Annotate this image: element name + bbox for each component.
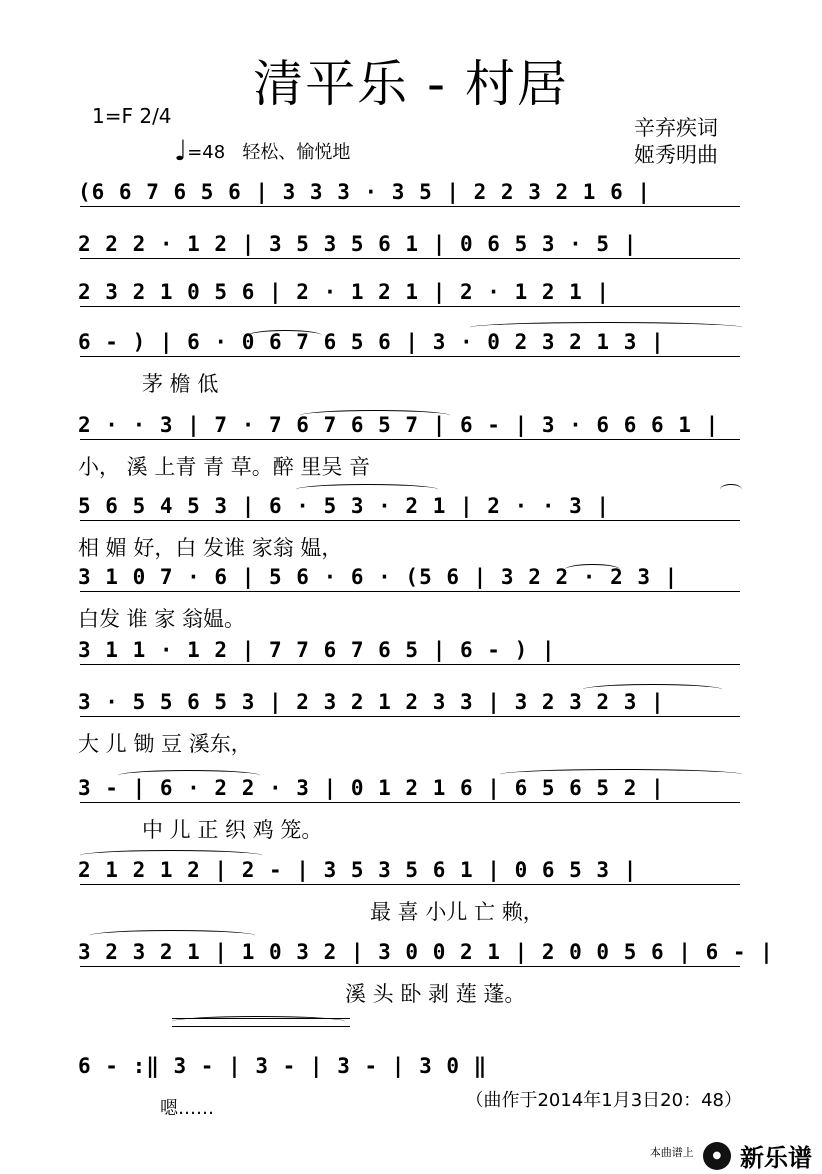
slur-mark — [470, 322, 742, 333]
composer-credit: 姬秀明曲 — [634, 143, 718, 167]
notation-row: 2 1 2 1 2 | 2 - | 3 5 3 5 6 1 | 0 6 5 3 | — [78, 858, 638, 882]
lyric-row: 大 儿 锄 豆 溪东， — [78, 732, 252, 756]
notation-row: 3 · 5 5 6 5 3 | 2 3 2 1 2 3 3 | 3 2 3 2 3 | — [78, 690, 665, 714]
beam-line — [80, 306, 740, 307]
beam-line — [80, 356, 740, 357]
tempo-value: =48 — [187, 142, 226, 163]
slur-mark — [565, 564, 620, 575]
tempo-marking — [174, 134, 351, 167]
lyric-row: 茅 檐 低 — [142, 372, 219, 396]
slur-mark — [296, 484, 438, 495]
final-lyric: 嗯…… — [160, 1098, 214, 1119]
slur-mark — [720, 484, 742, 495]
beam-line — [80, 439, 740, 440]
lyric-row: 中 儿 正 织 鸡 笼。 — [142, 818, 323, 842]
slur-mark — [300, 410, 450, 421]
notation-row: 5 6 5 4 5 3 | 6 · 5 3 · 2 1 | 2 · · 3 | — [78, 494, 611, 518]
notation-row: 2 2 2 · 1 2 | 3 5 3 5 6 1 | 0 6 5 3 · 5 | — [78, 232, 638, 256]
composition-date-note: （曲作于2014年1月3日20：48） — [465, 1090, 742, 1111]
quarter-note-icon: ♩ — [174, 134, 188, 167]
tempo-expression: 轻松、愉悦地 — [242, 142, 351, 163]
lyric-row: 最 喜 小儿 亡 赖， — [370, 900, 544, 924]
notation-row: 3 - | 6 · 2 2 · 3 | 0 1 2 1 6 | 6 5 6 5 2 | — [78, 776, 665, 800]
lyric-row: 小， 溪 上青 青 草。醉 里吴 音 — [78, 455, 371, 479]
notation-row: 6 - :‖ 3 - | 3 - | 3 - | 3 0 ‖ — [78, 1054, 488, 1078]
beam-line — [80, 884, 740, 885]
record-logo-icon: ● — [703, 1142, 731, 1170]
slur-mark — [90, 930, 255, 941]
beam-line — [80, 258, 740, 259]
decorative-line — [172, 1018, 350, 1019]
beam-line — [80, 664, 740, 665]
watermark — [650, 1138, 812, 1173]
beam-line — [80, 206, 740, 207]
lyricist-credit: 辛弃疾词 — [634, 116, 718, 140]
key-signature: 1=F 2/4 — [92, 104, 172, 128]
beam-line — [80, 716, 740, 717]
lyric-row: 白发 谁 家 翁媪。 — [78, 607, 246, 631]
notation-row: 3 1 1 · 1 2 | 7 7 6 7 6 5 | 6 - ) | — [78, 638, 556, 662]
watermark-prefix: 本曲谱上 — [649, 1146, 694, 1159]
slur-mark — [500, 769, 742, 780]
slur-mark — [248, 330, 322, 341]
beam-line — [80, 802, 740, 803]
decorative-line — [172, 1026, 350, 1027]
lyric-row: 溪 头 卧 剥 莲 蓬。 — [345, 982, 526, 1006]
watermark-brand: 新乐谱 — [740, 1144, 812, 1172]
beam-line — [80, 591, 740, 592]
slur-mark — [118, 770, 260, 781]
notation-row: (6 6 7 6 5 6 | 3 3 3 · 3 5 | 2 2 3 2 1 6 | — [78, 180, 652, 204]
notation-row: 2 3 2 1 0 5 6 | 2 · 1 2 1 | 2 · 1 2 1 | — [78, 280, 611, 304]
notation-row: 2 · · 3 | 7 · 7 6 7 6 5 7 | 6 - | 3 · 6 6 6 1 | — [78, 413, 720, 437]
notation-row: 3 2 3 2 1 | 1 0 3 2 | 3 0 0 2 1 | 2 0 0 5 6 | 6 - | — [78, 940, 774, 964]
lyric-row: 相 媚 好，白 发谁 家翁 媪， — [78, 536, 343, 560]
slur-mark — [80, 850, 262, 861]
beam-line — [80, 966, 740, 967]
beam-line — [80, 520, 740, 521]
notation-row: 3 1 0 7 · 6 | 5 6 · 6 · (5 6 | 3 2 2 · 2 3 | — [78, 565, 679, 589]
slur-mark — [583, 684, 722, 695]
notation-row: 6 - ) | 6 · 0 6 7 6 5 6 | 3 · 0 2 3 2 1 3 | — [78, 330, 665, 354]
song-title: 清平乐 - 村居 — [253, 55, 569, 113]
